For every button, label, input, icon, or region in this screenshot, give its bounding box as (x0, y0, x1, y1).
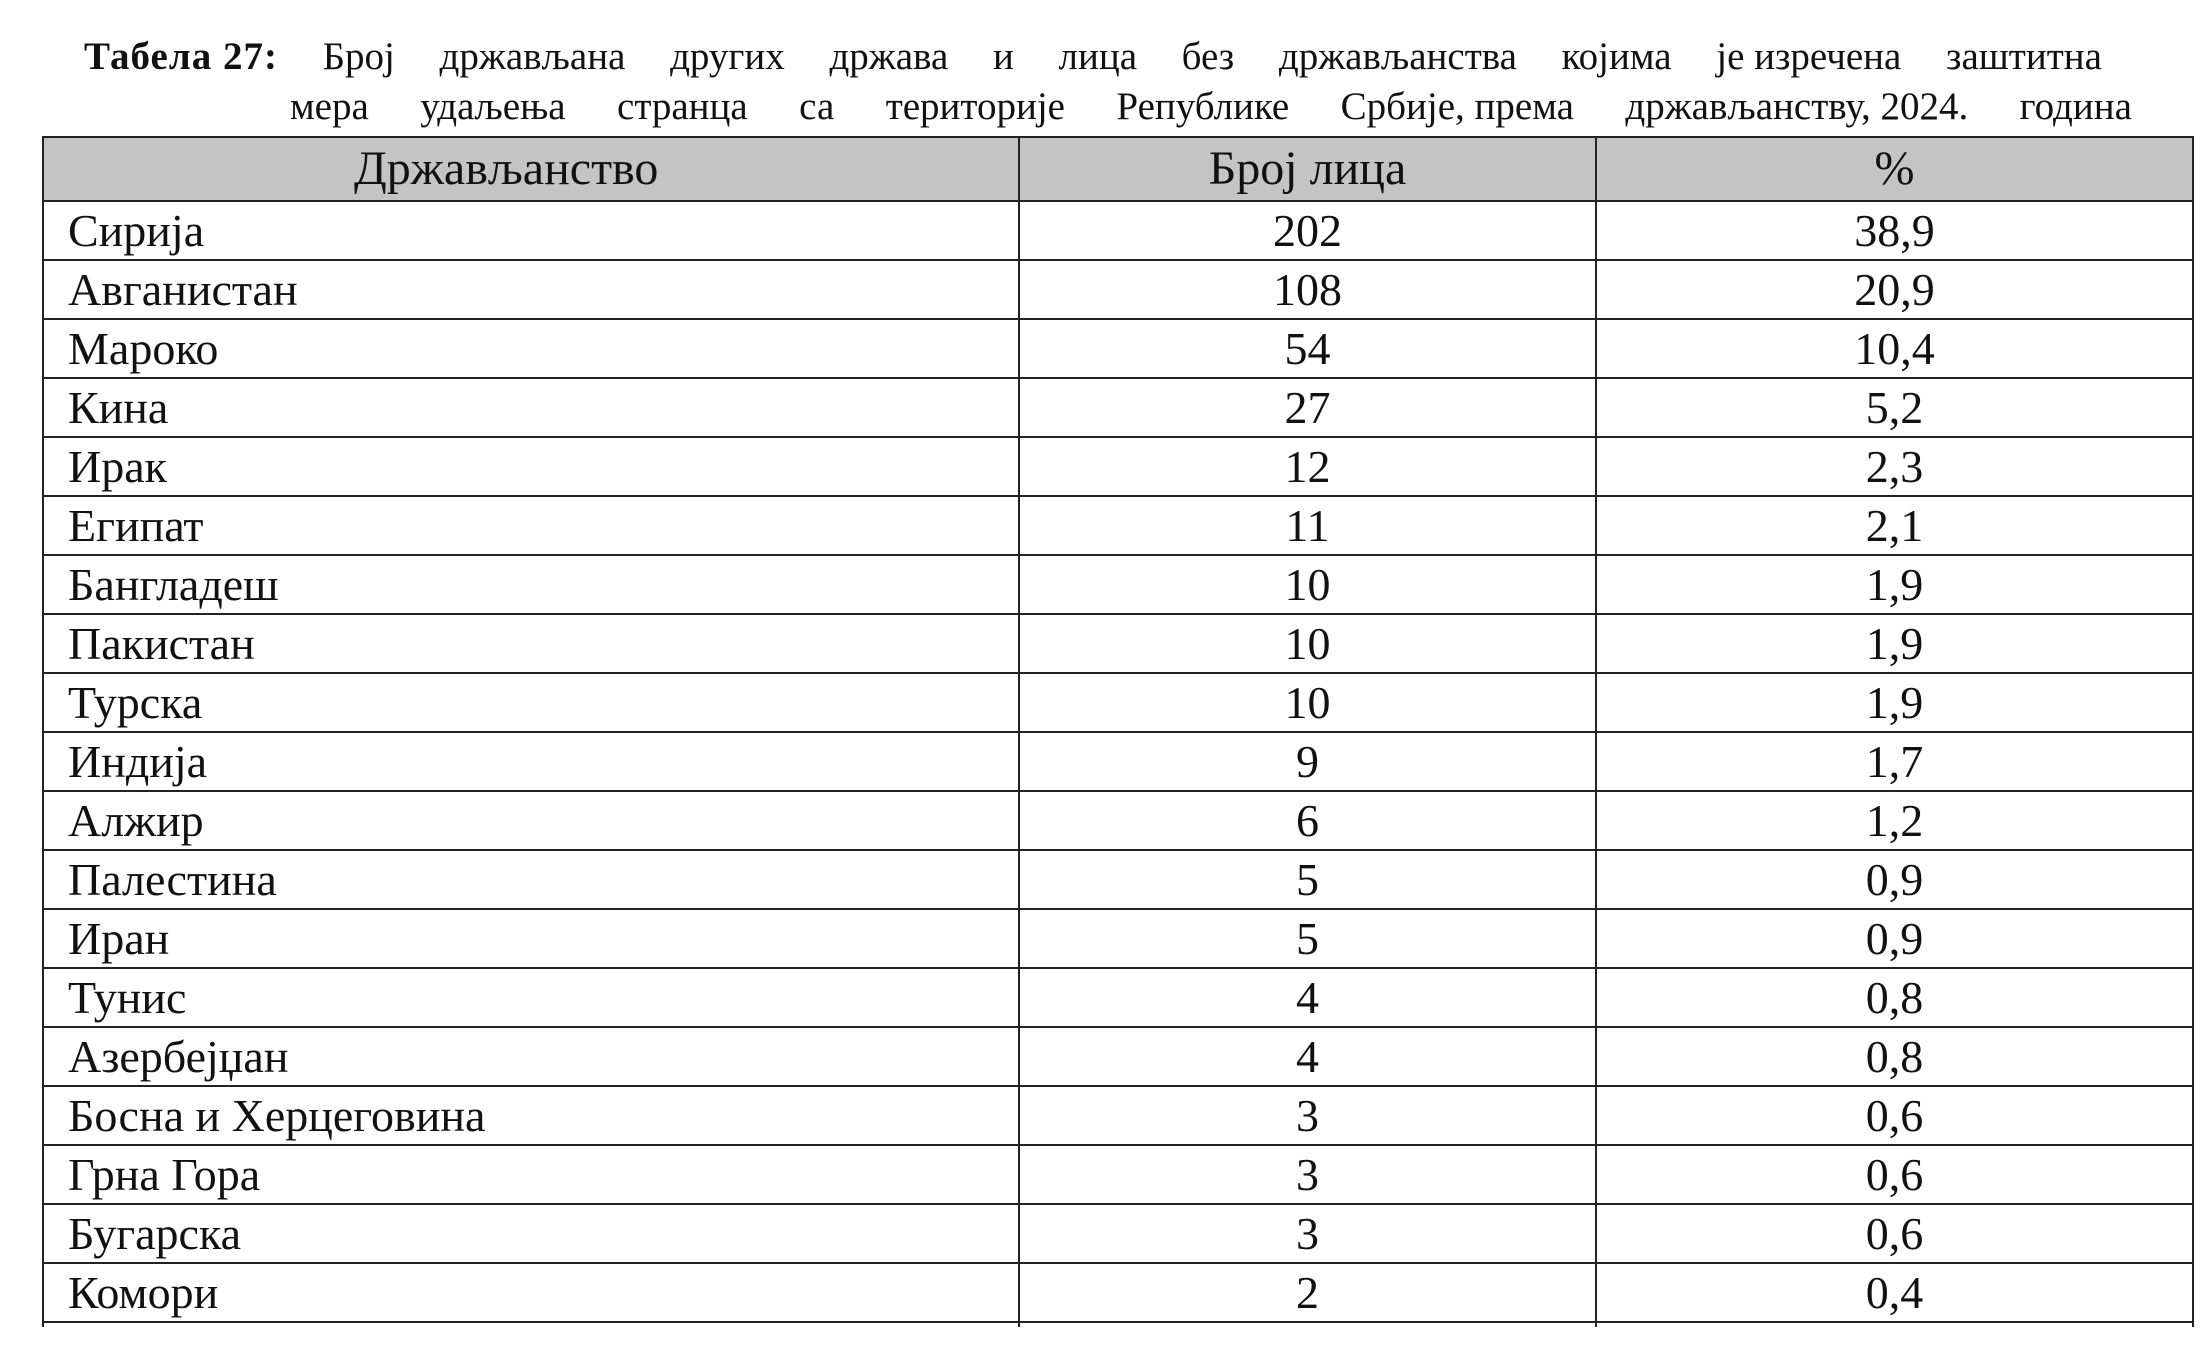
table-row (43, 437, 2193, 496)
count-cell: 10 (1019, 673, 1596, 732)
table-row (43, 260, 2193, 319)
caption-word: је изречена (1716, 35, 1902, 78)
percent-cell: 1,7 (1596, 732, 2193, 791)
count-cell: 4 (1019, 968, 1596, 1027)
caption-word: мера (290, 85, 369, 128)
percent-cell: 5,2 (1596, 378, 2193, 437)
percent-cell: 1,9 (1596, 555, 2193, 614)
count-cell: 202 (1019, 201, 1596, 260)
caption-word: Републике (1116, 85, 1290, 128)
count-cell: 27 (1019, 378, 1596, 437)
header-percent: % (1596, 137, 2193, 201)
table-row (43, 968, 2193, 1027)
caption-word: територије (885, 85, 1065, 128)
country-cell: Бугарска (43, 1204, 1019, 1263)
country-cell: Ирак (43, 437, 1019, 496)
percent-cell: 10,4 (1596, 319, 2193, 378)
country-cell: Грна Гора (43, 1145, 1019, 1204)
header-count: Број лица (1019, 137, 1596, 201)
table-row (43, 555, 2193, 614)
count-cell: 6 (1019, 791, 1596, 850)
caption-word: држављанству, 2024. (1625, 85, 1969, 128)
country-cell: Египат (43, 496, 1019, 555)
table-row (43, 909, 2193, 968)
caption-word: држављанства (1278, 35, 1517, 78)
count-cell: 9 (1019, 732, 1596, 791)
table-row (43, 673, 2193, 732)
country-cell: Турска (43, 673, 1019, 732)
count-cell: 108 (1019, 260, 1596, 319)
caption-word: без (1181, 35, 1235, 78)
caption-line-1 (84, 32, 2102, 82)
count-cell: 10 (1019, 555, 1596, 614)
caption-line-2 (290, 82, 2132, 132)
count-cell: 54 (1019, 319, 1596, 378)
percent-cell: 0,9 (1596, 909, 2193, 968)
country-cell: Азербејџан (43, 1027, 1019, 1086)
country-cell: Алжир (43, 791, 1019, 850)
percent-cell: 2,3 (1596, 437, 2193, 496)
country-cell: Босна и Херцеговина (43, 1086, 1019, 1145)
percent-cell: 1,9 (1596, 673, 2193, 732)
citizenship-table (42, 136, 2194, 1327)
country-cell: Комори (43, 1263, 1019, 1322)
country-cell: Пакистан (43, 614, 1019, 673)
caption-word: Број (322, 35, 395, 78)
count-cell: 3 (1019, 1145, 1596, 1204)
caption-word: странца (617, 85, 748, 128)
caption-word: и (992, 35, 1014, 78)
country-cell: Тунис (43, 968, 1019, 1027)
caption-word: удаљења (420, 85, 566, 128)
count-cell: 10 (1019, 614, 1596, 673)
table-row (43, 496, 2193, 555)
percent-cell: 1,9 (1596, 614, 2193, 673)
table-row (43, 1145, 2193, 1204)
table-row (43, 1204, 2193, 1263)
country-cell: Индија (43, 732, 1019, 791)
caption-word: лица (1058, 35, 1137, 78)
table-row (43, 850, 2193, 909)
table-row (43, 1263, 2193, 1322)
table-row (43, 614, 2193, 673)
continuation-cell (1596, 1322, 2193, 1327)
table-body (43, 201, 2193, 1327)
header-citizenship: Држављанство (43, 137, 1019, 201)
count-cell: 3 (1019, 1204, 1596, 1263)
caption-word: којима (1561, 35, 1672, 78)
caption-word: других (670, 35, 785, 78)
continuation-cell (43, 1322, 1019, 1327)
table-header-row (43, 137, 2193, 201)
table-caption (84, 32, 2132, 132)
percent-cell: 0,9 (1596, 850, 2193, 909)
table-row (43, 319, 2193, 378)
percent-cell: 0,8 (1596, 968, 2193, 1027)
caption-word: заштитна (1946, 35, 2102, 78)
percent-cell: 0,6 (1596, 1086, 2193, 1145)
count-cell: 11 (1019, 496, 1596, 555)
caption-label: Табела 27: (84, 35, 278, 78)
percent-cell: 2,1 (1596, 496, 2193, 555)
country-cell: Иран (43, 909, 1019, 968)
table-row (43, 791, 2193, 850)
percent-cell: 38,9 (1596, 201, 2193, 260)
country-cell: Кина (43, 378, 1019, 437)
table-row (43, 732, 2193, 791)
continuation-cell (1019, 1322, 1596, 1327)
table-continuation (43, 1322, 2193, 1327)
percent-cell: 20,9 (1596, 260, 2193, 319)
percent-cell: 0,6 (1596, 1145, 2193, 1204)
table-row (43, 201, 2193, 260)
percent-cell: 0,4 (1596, 1263, 2193, 1322)
count-cell: 4 (1019, 1027, 1596, 1086)
country-cell: Бангладеш (43, 555, 1019, 614)
country-cell: Палестина (43, 850, 1019, 909)
caption-word: са (799, 85, 835, 128)
caption-word: Србије, према (1340, 85, 1574, 128)
country-cell: Авганистан (43, 260, 1019, 319)
count-cell: 2 (1019, 1263, 1596, 1322)
count-cell: 5 (1019, 850, 1596, 909)
country-cell: Мароко (43, 319, 1019, 378)
percent-cell: 0,6 (1596, 1204, 2193, 1263)
caption-word: година (2019, 85, 2132, 128)
percent-cell: 1,2 (1596, 791, 2193, 850)
percent-cell: 0,8 (1596, 1027, 2193, 1086)
count-cell: 3 (1019, 1086, 1596, 1145)
caption-word: држава (829, 35, 949, 78)
country-cell: Сирија (43, 201, 1019, 260)
table-row (43, 378, 2193, 437)
table-row (43, 1086, 2193, 1145)
count-cell: 5 (1019, 909, 1596, 968)
caption-word: држављана (439, 35, 626, 78)
count-cell: 12 (1019, 437, 1596, 496)
table-row (43, 1027, 2193, 1086)
